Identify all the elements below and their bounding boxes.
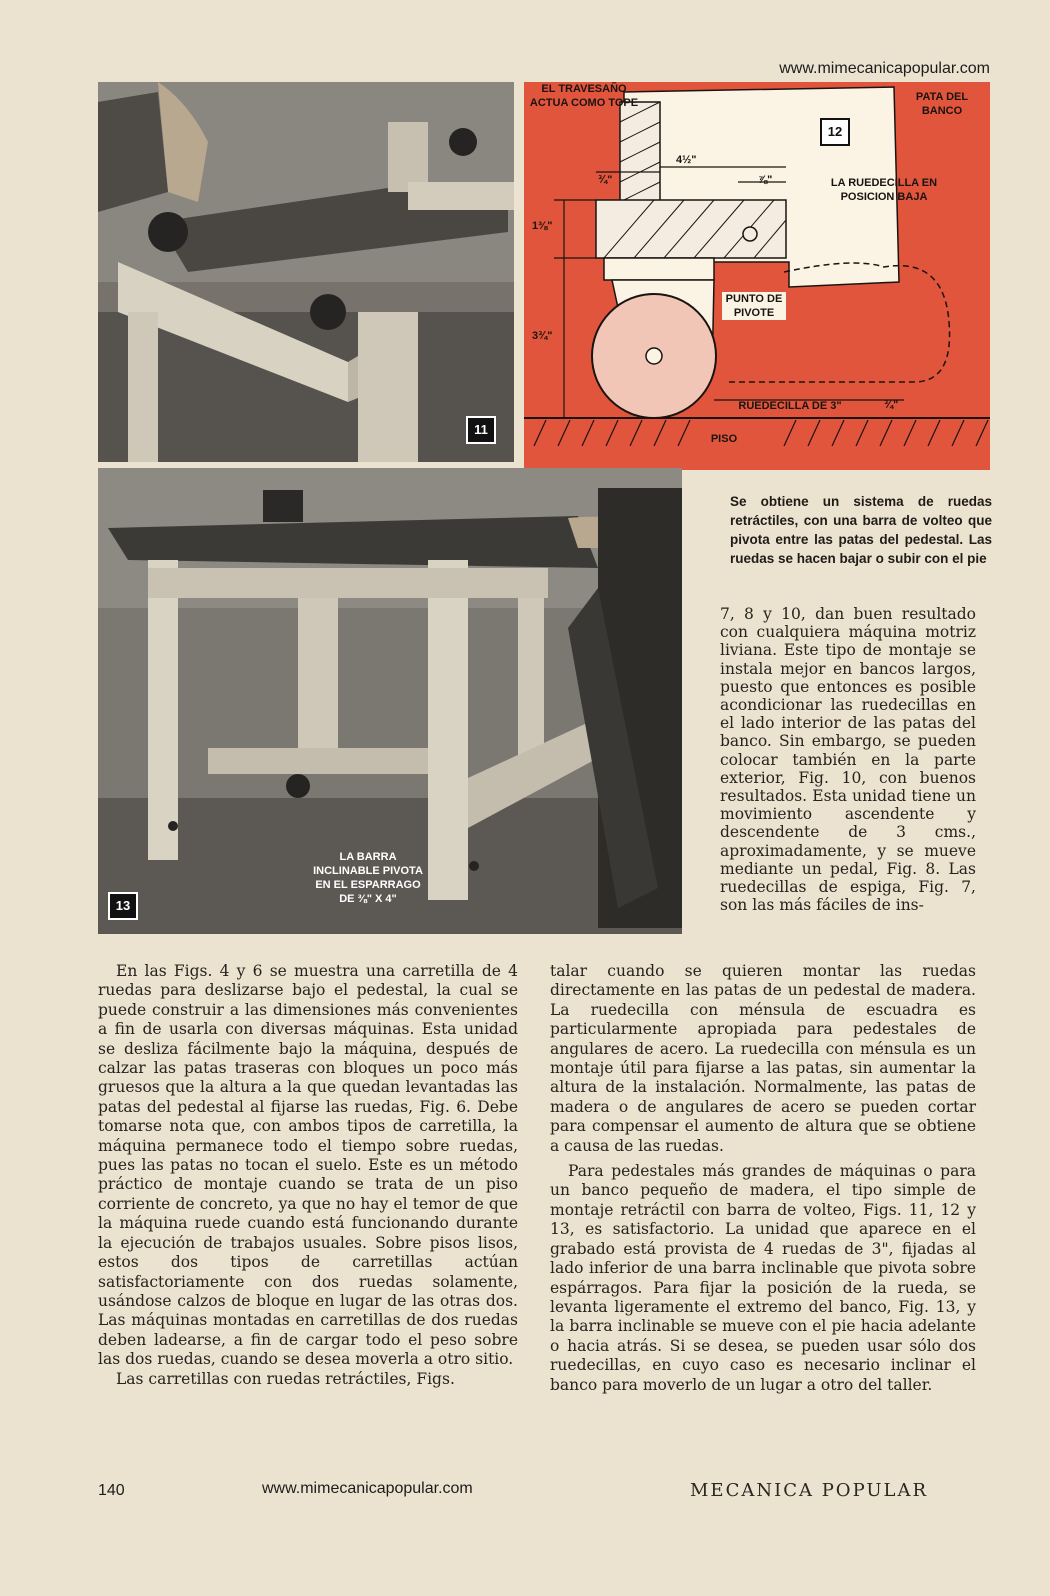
left-paragraph-2: Las carretillas con ruedas retráctiles, Figs. (116, 1369, 455, 1388)
figure-11-illustration (98, 82, 514, 462)
right-paragraph-2: Para pedestales más grandes de máquinas o para un banco pequeño de madera, el tipo simple de montaje retráctil con barra de volteo, Figs. 11, 12 y 13, es satisfactorio. La unidad que aparece en el grabado está provista de 4 ruedas de 3", fijadas al lado inferior de una barra inclinable que pivota sobre espárragos. Para fijar la posición de la rueda, se levanta ligeramente el extremo del banco, Fig. 13, y la barra inclinable se mueve con el pie hacia adelante o hacia atrás. Si se desea, se pueden usar sólo dos ruedecillas, en cuyo caso es necesario inclinar el banco para moverlo de un lugar a otro del taller. (550, 1162, 976, 1394)
figure-13-label: LA BARRA INCLINABLE PIVOTA EN EL ESPARRAGO DE ⅜" X 4" (313, 851, 423, 905)
dim-three-quarter-a: ¾" (598, 174, 613, 186)
figure-11-photo (98, 82, 514, 462)
right-column (550, 962, 976, 1395)
figure-13-number: 13 (108, 892, 138, 920)
label-pivot: PUNTO DE PIVOTE (722, 292, 786, 320)
label-floor: PISO (710, 433, 738, 445)
label-crossbar: EL TRAVESAÑO ACTUA COMO TOPE (529, 83, 639, 109)
label-bench-leg: PATA DEL BANCO (915, 91, 969, 117)
figure-13-photo (98, 468, 682, 934)
page-number: 140 (98, 1482, 125, 1499)
magazine-name: MECANICA POPULAR (690, 1480, 929, 1501)
label-caster-low: LA RUEDECILLA EN POSICION BAJA (830, 177, 938, 203)
left-column (98, 962, 518, 1389)
figure-12-number: 12 (820, 118, 850, 146)
right-top-column (720, 605, 976, 914)
right-paragraph-1: talar cuando se quieren montar las ruedas directamente en las patas de un pedestal de madera. La ruedecilla con ménsula de escuadra es particularmente apropiada para pedestales de angulares de acero. La ruedecilla con ménsula es un montaje útil para fijarse a las patas, sin aumentar la altura de la instalación. Normalmente, las patas de madera o de angulares de acero se pueden cortar para compensar el aumento de altura que se obtiene a causa de las ruedas. (550, 962, 976, 1155)
dim-three-three-quarter: 3¾" (532, 330, 553, 342)
figure-11-number: 11 (466, 416, 496, 444)
figure-12-diagram (524, 82, 990, 470)
figure-caption: Se obtiene un sistema de ruedas retráctiles, con una barra de volteo que pivota entre las patas del pedestal. Las ruedas se hacen bajar o subir con el pie (730, 494, 992, 566)
label-caster-size: RUEDECILLA DE 3" (738, 400, 842, 412)
footer-site-url: www.mimecanicapopular.com (262, 1480, 473, 1497)
dim-four-and-half: 4½" (676, 154, 697, 166)
header-site-url: www.mimecanicapopular.com (779, 60, 990, 77)
dim-one-three-eighths: 1⅜" (532, 220, 553, 232)
dim-three-quarter-b: ¾" (884, 399, 899, 411)
right-top-paragraph: 7, 8 y 10, dan buen resultado con cualquiera máquina motriz liviana. Este tipo de montaje se instala mejor en bancos largos, puesto que entonces es posible acondicionar las ruedecillas en el lado interior de las patas del banco. Sin embargo, se pueden colocar también en la parte exterior, Fig. 10, con buenos resultados. Esta unidad tiene un movimiento ascendente y descendente de 3 cms., aproximadamente, y se mueve mediante un pedal, Fig. 8. Las ruedecillas de espiga, Fig. 7, son las más fáciles de ins- (720, 605, 976, 915)
dim-seven-eighths: ⅞" (758, 174, 773, 186)
left-paragraph-1: En las Figs. 4 y 6 se muestra una carretilla de 4 ruedas para deslizarse bajo el pedestal, la cual se puede construir a las dimensiones más convenientes a fin de usarla con diversas máquinas. Esta unidad se desliza fácilmente bajo la máquina, después de calzar las patas traseras con bloques un poco más gruesos que la altura a la que quedan levantadas las patas del pedestal al fijarse las ruedas, Fig. 6. Debe tomarse nota que, con ambos tipos de carretilla, la máquina permanece todo el tiempo sobre ruedas, pues las patas no tocan el suelo. Este es un método práctico de montaje cuando se trata de un piso corriente de concreto, ya que no hay el temor de que la máquina ruede cuando está funcionando durante la ejecución de trabajos usuales. Sobre pisos lisos, estos dos tipos de carretillas actúan satisfactoriamente con dos ruedas solamente, usándose calzos de bloque en lugar de las otras dos. Las máquinas montadas en carretillas de dos ruedas deben ladearse, a fin de cargar todo el peso sobre las dos ruedas, cuando se desea moverla a otro sitio. (98, 962, 518, 1369)
